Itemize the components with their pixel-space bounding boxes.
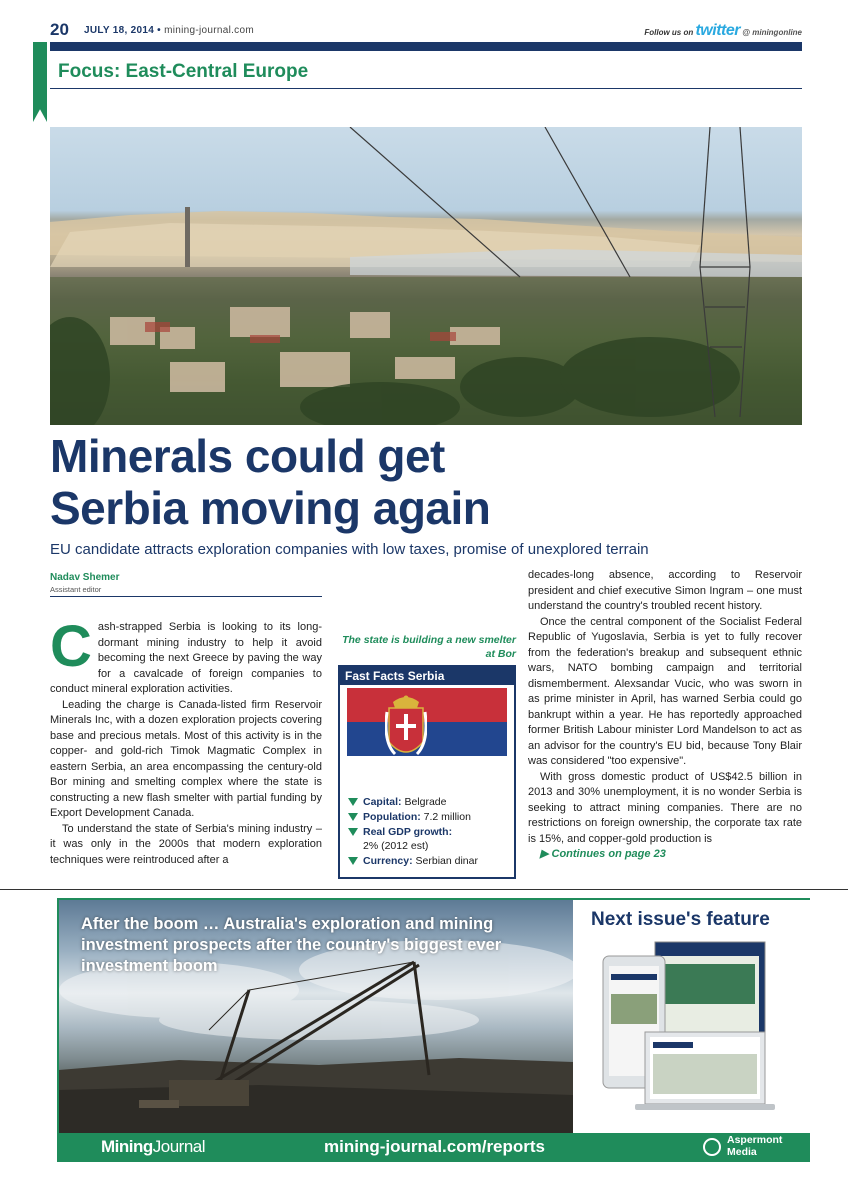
paragraph-6: With gross domestic product of US$42.5 billion in 2013 and 30% unemployment, it is no wonder Serbia is seeking to attract mining companies. There are no restrictions on foreign ownership, the corporate tax rate is 15%, and copper-gold production is — [528, 770, 802, 845]
devices-illustration — [573, 934, 810, 1134]
author-role: Assistant editor — [50, 585, 102, 594]
fact-gdp-growth: Real GDP growth: 2% (2012 est) — [348, 825, 478, 853]
paragraph-1-text: ash-strapped Serbia is looking to its long-dormant mining industry to help it avoid becoming the next Greece by paving the way for a cavalcade of foreign companies to conduct mineral exploration activities. — [50, 621, 322, 695]
twitter-logo[interactable]: twitter — [695, 22, 740, 39]
article-headline — [50, 430, 802, 534]
fact-currency: Currency: Serbian dinar — [348, 854, 478, 868]
paragraph-2: Leading the charge is Canada-listed firm Reservoir Minerals Inc, with a dozen exploration projects covering base and precious metals. Most of this activity is in the copper- and gold-rich Timok Magmatic Complex in eastern Serbia, an area encompassing the century-old Bor mining and smelting complex where the state is constructing a new flash smelter with partial funding by Export Development Canada. — [50, 698, 322, 819]
advert-headline: After the boom … Australia's exploration and mining investment prospects after the country's biggest ever investment boom — [81, 915, 502, 975]
top-bar — [50, 42, 802, 51]
date-separator: • — [157, 25, 161, 36]
section-rule — [50, 88, 802, 89]
section-title: Focus: East-Central Europe — [58, 61, 309, 82]
article-column-1 — [50, 614, 322, 868]
fact-capital: Capital: Belgrade — [348, 795, 478, 809]
advert-photo — [59, 900, 573, 1133]
twitter-handle[interactable]: @ miningonline — [742, 28, 802, 37]
fast-facts-list — [348, 795, 478, 869]
paragraph-3: To understand the state of Serbia's mining industry – it was only in the 2000s that modern exploration techniques were reintroduced after a — [50, 822, 322, 866]
serbia-flag-image — [347, 688, 507, 790]
aspermont-icon — [703, 1138, 721, 1156]
headline-line-1: Minerals could get — [50, 430, 445, 482]
follow-us — [644, 22, 802, 40]
reports-url-link[interactable]: mining-journal.com/reports — [324, 1137, 546, 1156]
bullet-triangle-icon — [348, 828, 358, 836]
aspermont-logo: Aspermont Media — [727, 1134, 782, 1158]
advert-footer-bar — [59, 1133, 810, 1162]
section-flag — [33, 42, 47, 122]
next-issue-panel — [573, 900, 810, 1133]
follow-text: Follow us on — [644, 28, 694, 37]
date-text: JULY 18, 2014 — [84, 25, 155, 36]
mining-journal-logo: MiningJournal — [101, 1137, 206, 1156]
bullet-triangle-icon — [348, 813, 358, 821]
hero-landscape-illustration — [50, 127, 802, 425]
author-name: Nadav Shemer — [50, 572, 120, 583]
headline-line-2: Serbia moving again — [50, 482, 491, 534]
advert[interactable] — [57, 898, 810, 1162]
photo-caption: The state is building a new smelter at Bor — [342, 634, 516, 660]
fast-facts-box — [338, 665, 516, 879]
fast-facts-title: Fast Facts Serbia — [340, 667, 514, 685]
paragraph-1 — [50, 614, 322, 698]
fact-population: Population: 7.2 million — [348, 810, 478, 824]
byline-rule — [50, 596, 322, 597]
page-divider — [0, 889, 848, 890]
bullet-triangle-icon — [348, 857, 358, 865]
standfirst: EU candidate attracts exploration companies with low taxes, promise of unexplored terrain — [50, 541, 649, 558]
bullet-triangle-icon — [348, 798, 358, 806]
issue-date — [84, 25, 254, 36]
paragraph-4: decades-long absence, according to Reservoir president and chief executive Simon Ingram – one must understand the country's troubled recent history. — [528, 569, 802, 612]
paragraph-5: Once the central component of the Socialist Federal Republic of Yugoslavia, Serbia is yet to fully recover from the federation's breakup and subsequent ethnic wars, NATO bombing campaign and territorial dismemberment. Alexsandar Vucic, who was sworn in as prime minister in April, has warned Serbia could go bankrupt within a year. He has reportedly approached former British Labour minister Lord Mandelson to act as an advisor for the country's EU bid, because Tony Blair was considered "too expensive". — [528, 615, 802, 767]
hero-photo — [50, 127, 802, 425]
page-number: 20 — [50, 20, 69, 39]
article-column-3 — [528, 568, 802, 863]
continues-link[interactable]: ▶ Continues on page 23 — [540, 848, 666, 860]
coat-of-arms-icon — [385, 692, 427, 778]
site-link[interactable]: mining-journal.com — [164, 25, 254, 36]
next-issue-title: Next issue's feature — [591, 909, 770, 930]
drop-cap: C — [50, 614, 92, 679]
